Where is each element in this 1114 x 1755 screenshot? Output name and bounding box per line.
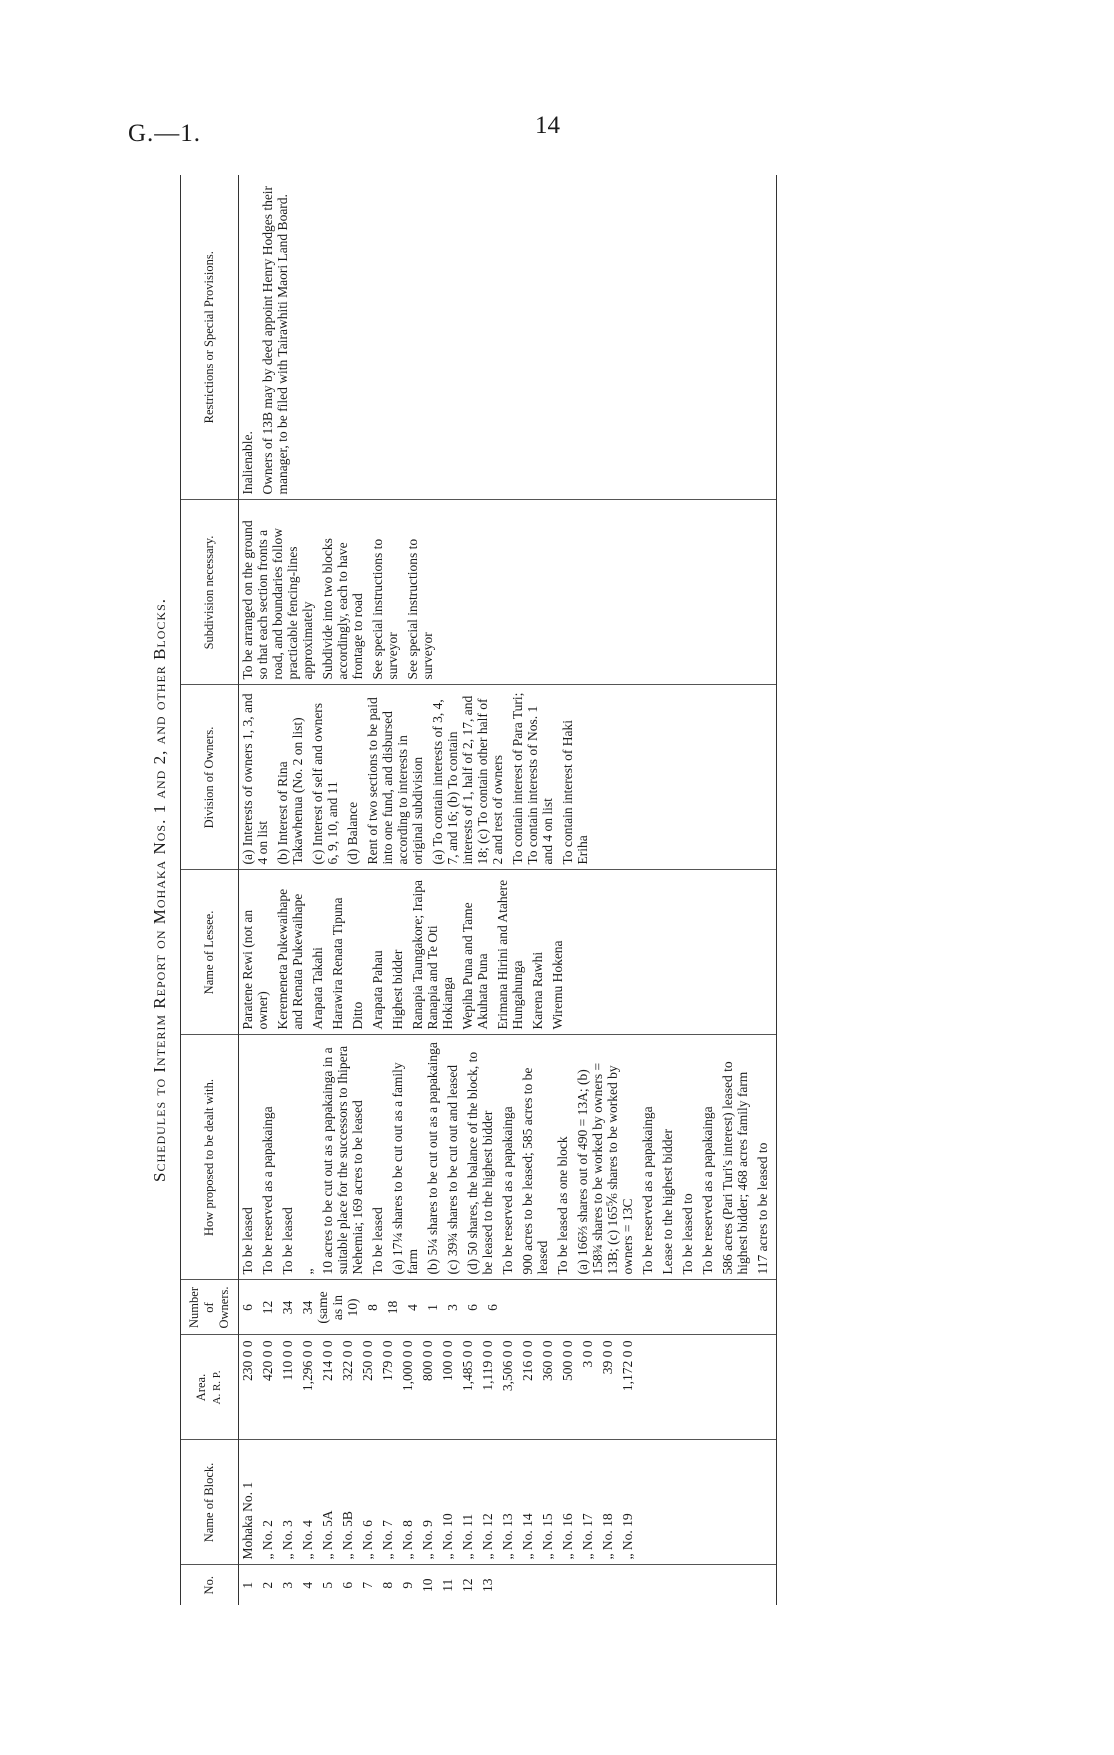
col-header-area: Area. A. R. P. — [181, 1335, 239, 1440]
cell-proposal: To be leased To be reserved as a papakainga To be leased „ 10 acres to be cut out as a papakainga in a suitable place for the successors to Ihipera Nehemia; 169 acres to be leased To be leased (a) 17¼ shares to be cut out as a family farm (b) 5¼ shares to be cut out as a papakainga (c) 39¾ shares to be cut out and leased (d) 50 shares, the balance of the block, to be leased to the highest bidder To be reserved as a papakainga 900 acres to be leased; 585 acres to be leased To be leased as one block (a) 166⅔ shares out of 490 = 13A; (b) 158¾ shares to be worked by owners = 13B; (c) 165⅚ shares to be worked by owners = 13C To be reserved as a papakainga Lease to the highest bidder To be leased to To be reserved as a papakainga 586 acres (Pari Turi's interest) leased to highest bidder; 468 acres family farm 117 acres to be leased to — [239, 1035, 777, 1280]
schedule-title: Schedules to Interim Report on Mohaka Nos. 1 and 2, and other Blocks. — [150, 598, 169, 1182]
cell-block: Mohaka No. 1 „ No. 2 „ No. 3 „ No. 4 „ No. 5A „ No. 5B „ No. 6 „ No. 7 „ No. 8 „ No. 9 „ No. 10 „ No. 11 „ No. 12 „ No. 13 „ No. 14 „ No. 15 „ No. 16 „ No. 17 „ No. 18 „ No. 19 — [239, 1440, 777, 1565]
col-header-lessee: Name of Lessee. — [181, 870, 239, 1035]
table-header-row — [181, 175, 239, 1605]
page-number: 14 — [535, 112, 560, 139]
col-header-owners: Number of Owners. — [181, 1280, 239, 1335]
cell-subdivision: To be arranged on the ground so that each section fronts a road, and boundaries follow practicable fencing-lines approximately Subdivide into two blocks accordingly, each to have frontage to road See special instructions to surveyor See special instructions to surveyor — [239, 500, 777, 685]
cell-division: (a) Interests of owners 1, 3, and 4 on list (b) Interest of Rina Takawhenua (No. 2 on list) (c) Interest of self and owners 6, 9, 10, and 11 (d) Balance Rent of two sections to be paid into one fund, and disbursed according to interests in original subdivision (a) To contain interests of 3, 4, 7, and 16; (b) To contain interests of 1, half of 2, 17, and 18; (c) To contain other half of 2 and rest of owners To contain interest of Para Turi; To contain interests of Nos. 1 and 4 on list To contain interest of Haki Eriha — [239, 685, 777, 870]
col-header-subdivision: Subdivision necessary. — [181, 500, 239, 685]
cell-lessee: Paratene Rewi (not an owner) Keremeneta Pukewaihape and Renata Pukewaihape Arapata Takahi Harawira Renata Tipuna Ditto Arapata Pahau Highest bidder Ranapia Taungakore; Iraipa Ranapia and Te Oti Hokianga Wepiha Puna and Tame Akuhata Puna Erimana Hirini and Atahere Hungahunga Karena Rawhi Wiremu Hokena — [239, 870, 777, 1035]
table-row — [239, 175, 777, 1605]
col-header-proposal: How proposed to be dealt with. — [181, 1035, 239, 1280]
schedule-table — [180, 175, 777, 1605]
page-reference: G.—1. — [128, 120, 202, 147]
cell-no: 1 2 3 4 5 6 7 8 9 10 11 12 13 — [239, 1565, 777, 1605]
area-units: A. R. P. — [211, 1370, 223, 1405]
cell-restrictions: Inalienable. Owners of 13B may by deed appoint Henry Hodges their manager, to be filed with Tairawhiti Maori Land Board. — [239, 175, 777, 500]
cell-owners: 6 12 34 34 (same as in 10) 8 18 4 1 3 6 6 — [239, 1280, 777, 1335]
schedule-table-wrapper — [180, 175, 1020, 1605]
cell-area: 230 0 0 420 0 0 110 0 0 1,296 0 0 214 0 0 322 0 0 250 0 0 179 0 0 1,000 0 0 800 0 0 100 0 0 1,485 0 0 1,119 0 0 3,506 0 0 216 0 0 360 0 0 500 0 0 3 0 0 39 0 0 1,172 0 0 — [239, 1335, 777, 1440]
col-header-no: No. — [181, 1565, 239, 1605]
col-header-block: Name of Block. — [181, 1440, 239, 1565]
col-header-division: Division of Owners. — [181, 685, 239, 870]
rotated-schedule — [150, 175, 1030, 1605]
col-header-restrictions: Restrictions or Special Provisions. — [181, 175, 239, 500]
